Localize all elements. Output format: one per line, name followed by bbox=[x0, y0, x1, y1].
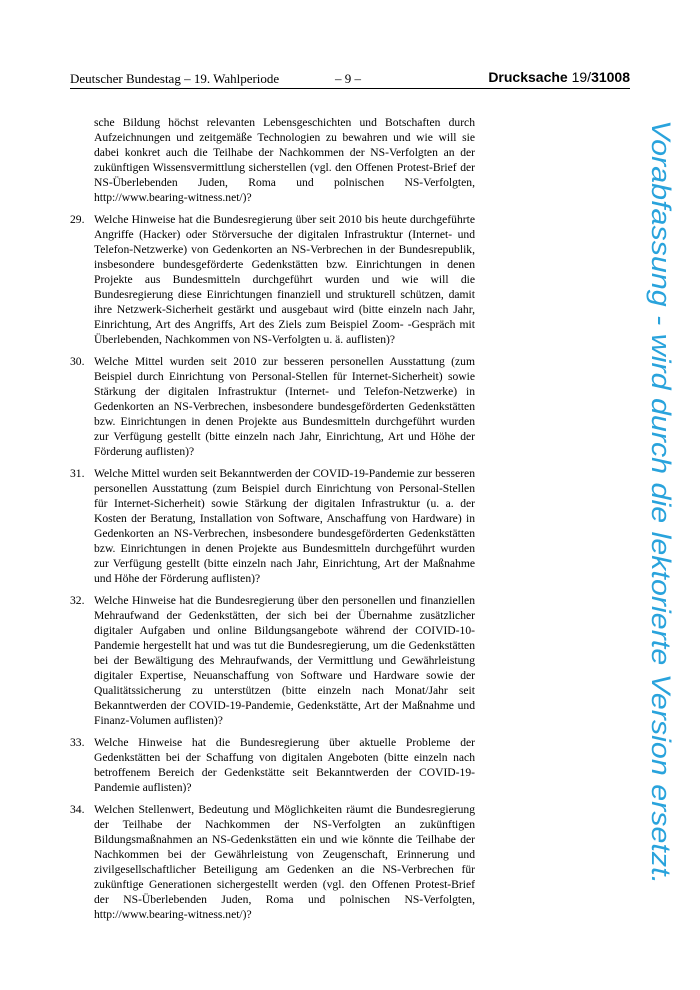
header-doc-number: 31008 bbox=[591, 69, 630, 85]
question-text: Welche Hinweise hat die Bundesregierung über den personellen und finanziellen Mehraufwand der Gedenkstätten, der sich bei der Übernahme zusätzlicher digitaler Aufgaben und online Bildungsangebote während der COIVID-10-Pandemie hergestellt hat und was tut die Bundesregierung, um die Gedenkstätten bei der Bewältigung des Mehraufwands, der Vermittlung und Gewährleistung digitaler Expertise, Neuanschaffung von Software und Hardware sowie der Qualitätssicherung zu unterstützen (bitte einzeln nach Monat/Jahr seit Bekanntwerden der COVID-19-Pandemie, Gedenkstätte, Art der Maßnahme und Finanz-Volumen auflisten)? bbox=[94, 594, 475, 727]
question-number: 30. bbox=[70, 355, 85, 368]
watermark-text: Vorabfassung - wird durch die lektorierte Version ersetzt. bbox=[646, 120, 676, 798]
header-doc-label: Drucksache bbox=[488, 69, 568, 85]
header-drucksache bbox=[488, 69, 630, 85]
question-text: Welche Hinweise hat die Bundesregierung über aktuelle Probleme der Gedenkstätten bei der Schaffung von digitalen Angeboten (bitte einzeln nach betroffenem Bereich der Gedenkstätte seit Bekanntwerden der COVID-19-Pandemie auflisten)? bbox=[94, 736, 475, 794]
document-body bbox=[70, 115, 475, 929]
question-number: 31. bbox=[70, 467, 85, 480]
watermark-svg bbox=[642, 118, 682, 888]
question-item bbox=[70, 354, 475, 459]
draft-watermark bbox=[642, 118, 682, 888]
question-item bbox=[70, 735, 475, 795]
header-page-number: – 9 – bbox=[335, 71, 361, 86]
question-number: 34. bbox=[70, 803, 85, 816]
question-number: 29. bbox=[70, 213, 85, 226]
question-text: Welche Mittel wurden seit 2010 zur besseren personellen Ausstattung (zum Beispiel durch Einrichtung von Personal-Stellen für Internet-Sicherheit) sowie Stärkung der digitalen Infrastruktur (Internet- und Telefon-Netzwerke) in Gedenkorten an NS-Verbrechen, insbesondere bundesgeförderten Gedenkstätten bzw. Einrichtungen in denen Projekte aus Bundesmitteln durchgeführt wurden zur Verfügung gestellt (bitte einzeln nach Jahr, Einrichtung, Art und Höhe der Förderung auflisten)? bbox=[94, 355, 475, 458]
question-text: Welchen Stellenwert, Bedeutung und Möglichkeiten räumt die Bundesregierung der Teilhabe der Nachkommen der NS-Verfolgten an zukünftigen Bildungsmaßnahmen an NS-Gedenkstätten ein und wie könnte die Teilhabe der Nachkommen bei der Gewährleistung von Zeugenschaft, Erinnerung und zivilgesellschaftlicher Beteiligung am Gedenken an die NS-Verbrechen für zukünftige Generationen sichergestellt werden (vgl. den Offenen Protest-Brief der NS-Überlebenden Juden, Roma und polnischen NS-Verfolgten, http://www.bearing-witness.net/)? bbox=[94, 803, 475, 921]
question-number: 32. bbox=[70, 594, 85, 607]
question-item bbox=[70, 466, 475, 586]
intro-paragraph: sche Bildung höchst relevanten Lebensgeschichten und Botschaften durch Aufzeichnungen und zeitgemäße Technologien zu bewahren und wie will sie dabei konkret auch die Teilhabe der Nachkommen der NS-Verfolgten an der zukünftigen Wissensvermittlung sicherstellen (vgl. den Offenen Protest-Brief der NS-Überlebenden Juden, Roma und polnischen NS-Verfolgten, http://www.bearing-witness.net/)? bbox=[94, 116, 475, 204]
header-rule bbox=[70, 88, 630, 89]
question-item bbox=[70, 212, 475, 347]
question-number: 33. bbox=[70, 736, 85, 749]
header-parliament: Deutscher Bundestag – 19. Wahlperiode bbox=[70, 71, 280, 86]
question-item bbox=[70, 593, 475, 728]
header-doc-session: 19/ bbox=[571, 69, 592, 85]
question-text: Welche Mittel wurden seit Bekanntwerden der COVID-19-Pandemie zur besseren personellen Ausstattung (zum Beispiel durch Einrichtung von Personal-Stellen für Internet-Sicherheit) sowie Stärkung der digitalen Infrastruktur (u. a. der Kosten der Beratung, Installation von Software, Anschaffung von Hardware) in Gedenkorten an NS-Verbrechen, insbesondere bundesgeförderten Gedenkstätten bzw. Einrichtungen in denen Projekte aus Bundesmitteln durchgeführt wurden zur Verfügung gestellt (bitte einzeln nach Jahr, Einrichtung, Art der Maßnahme und Höhe der Förderung auflisten)? bbox=[94, 467, 475, 585]
question-item bbox=[70, 802, 475, 922]
page-header bbox=[70, 69, 630, 89]
question-text: Welche Hinweise hat die Bundesregierung über seit 2010 bis heute durchgeführte Angriffe (Hacker) oder Störversuche der digitalen Infrastruktur (Internet- und Telefon-Netzwerke) von Gedenkorten an NS-Verbrechen in der Bundesrepublik, insbesondere bundesgeförderte Gedenkstätten bzw. Einrichtungen in denen Projekte aus Bundesmitteln durchgeführt wurden und wie will die Bundesregierung diese Einrichtungen finanziell und strukturell schützen, damit ihre Netzwerk-Sicherheit gestärkt und ausgebaut wird (bitte einzeln nach Jahr, Einrichtung, Art des Angriffs, Art des Ziels zum Beispiel Zoom- -Gespräch mit Überlebenden, Nachkommen von NS-Verfolgten u. ä. auflisten)? bbox=[94, 213, 475, 346]
